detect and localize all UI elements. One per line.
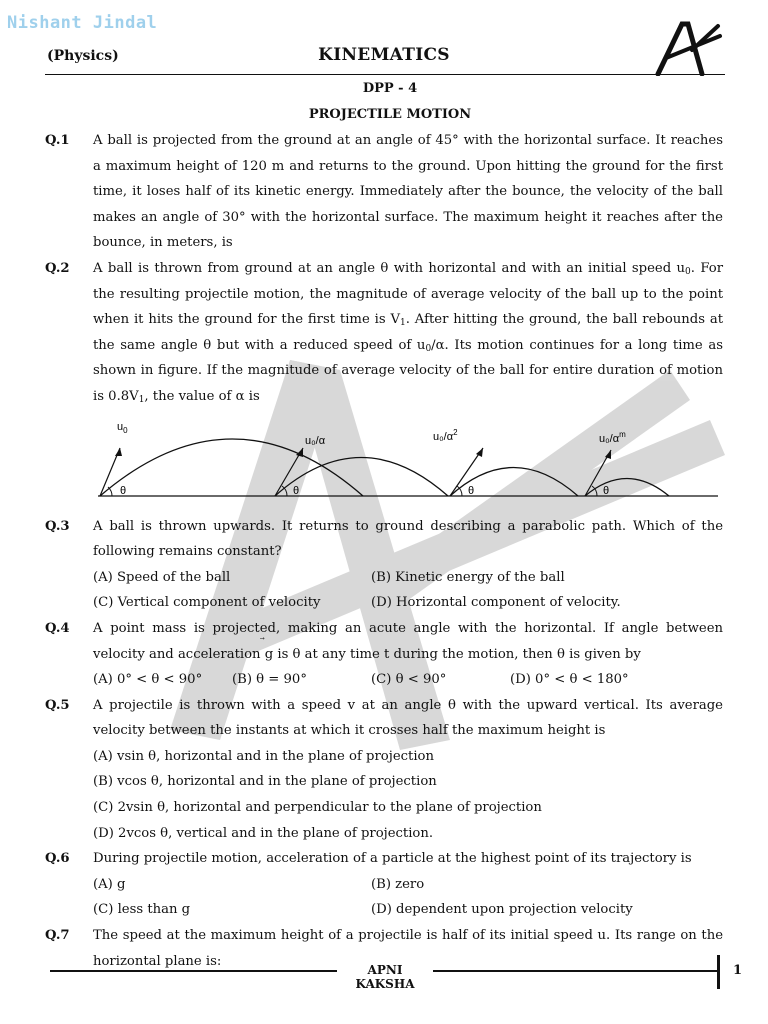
question-2: [45, 256, 723, 410]
projectile-bounce-figure: [45, 410, 723, 514]
option-b: (B) Kinetic energy of the ball: [371, 569, 565, 585]
question-number: Q.2: [45, 260, 70, 276]
option-a: (A) Speed of the ball: [93, 569, 231, 585]
question-text: A ball is projected from the ground at an angle of 45° with the horizontal surface. It reaches a maximum height of 120 m and returns to the ground. Upon hitting the ground for the first time, it loses half of its kinetic energy. Immediately after the bounce, the velocity of the ball makes an angle of 30° with the horizontal surface. The maximum height it reaches after the bounce, in meters, is: [93, 133, 723, 251]
theta-label: θ: [120, 484, 127, 497]
question-text: During projectile motion, acceleration of a particle at the highest point of its trajectory is: [93, 851, 692, 867]
question-3-options: [45, 565, 723, 616]
question-number: Q.3: [45, 518, 70, 534]
option-d: (D) 2vcos θ, vertical and in the plane of projection.: [93, 825, 434, 841]
option-b: (B) vcos θ, horizontal and in the plane of projection: [93, 774, 437, 790]
u0-alpham-label: $u_0/\alpha^m$: [599, 429, 626, 445]
option-a: (A) vsin θ, horizontal and in the plane of projection: [93, 748, 434, 764]
option-c: (C) Vertical component of velocity: [93, 595, 321, 611]
chapter-title: KINEMATICS: [318, 45, 450, 65]
question-4-options: [45, 667, 723, 693]
question-number: Q.7: [45, 928, 70, 944]
question-number: Q.6: [45, 851, 70, 867]
u0-label: $u_0$: [117, 420, 128, 435]
question-text: The speed at the maximum height of a projectile is half of its initial speed u. Its range on the horizontal plane is:: [93, 928, 723, 969]
question-3: [45, 514, 723, 565]
question-text: A ball is thrown from ground at an angle θ with horizontal and with an initial speed $u_0$. For the resulting projectile motion, the magnitude of average velocity of the ball up to the point when it hits the ground for the first time is $V_1$. After hitting the ground, the ball rebounds at the same angle θ but with a reduced speed of $u_0/\alpha$. Its motion continues for a long time as shown in figure. If the magnitude of average velocity of the ball for entire duration of motion is $0.8V_1$, the value of α is: [93, 260, 724, 405]
question-1: [45, 128, 723, 256]
question-number: Q.4: [45, 620, 70, 636]
question-list: [45, 128, 723, 974]
option-d: (D) Horizontal component of velocity.: [371, 595, 621, 611]
question-5: [45, 693, 723, 744]
question-6: [45, 846, 723, 872]
option-c: (C) θ < 90°: [371, 672, 447, 688]
option-d: (D) dependent upon projection velocity: [371, 902, 633, 918]
header-divider: [45, 74, 725, 75]
option-d: (D) 0° < θ < 180°: [510, 672, 629, 688]
question-6-options: [45, 872, 723, 923]
question-7: [45, 923, 723, 974]
question-text: A projectile is thrown with a speed v at an angle θ with the upward vertical. Its average velocity between the instants at which it crosses half the maximum height is: [93, 697, 723, 739]
u0-alpha2-label: $u_0/\alpha^2$: [433, 427, 458, 443]
subject-label: (Physics): [47, 48, 119, 64]
option-c: (C) less than g: [93, 902, 191, 918]
option-a: (A) g: [93, 876, 126, 892]
u0-alpha-label: u₀/α: [305, 434, 326, 447]
option-a: (A) 0° < θ < 90°: [93, 672, 203, 688]
question-4: [45, 616, 723, 667]
question-text: A ball is thrown upwards. It returns to ground describing a parabolic path. Which of the following remains constant?: [93, 518, 723, 560]
option-b: (B) θ = 90°: [232, 672, 307, 688]
option-b: (B) zero: [371, 876, 425, 892]
theta-label: θ: [468, 484, 475, 497]
question-text: A point mass is projected, making an acute angle with the horizontal. If angle between velocity and acceleration g is θ at any time t during the motion, then θ is given by: [93, 616, 723, 667]
question-number: Q.5: [45, 697, 70, 713]
vector-g: g: [264, 646, 274, 662]
theta-label: θ: [293, 484, 300, 497]
topic-title: PROJECTILE MOTION: [308, 107, 472, 122]
theta-label: θ: [603, 484, 610, 497]
author-name-tag: Nishant Jindal: [7, 13, 158, 33]
question-number: Q.1: [45, 133, 70, 148]
footer-brand: APNI KAKSHA: [355, 963, 415, 991]
page-number: 1: [733, 963, 743, 978]
option-c: (C) 2vsin θ, horizontal and perpendicular to the plane of projection: [93, 800, 542, 816]
dpp-number: DPP - 4: [362, 81, 418, 96]
